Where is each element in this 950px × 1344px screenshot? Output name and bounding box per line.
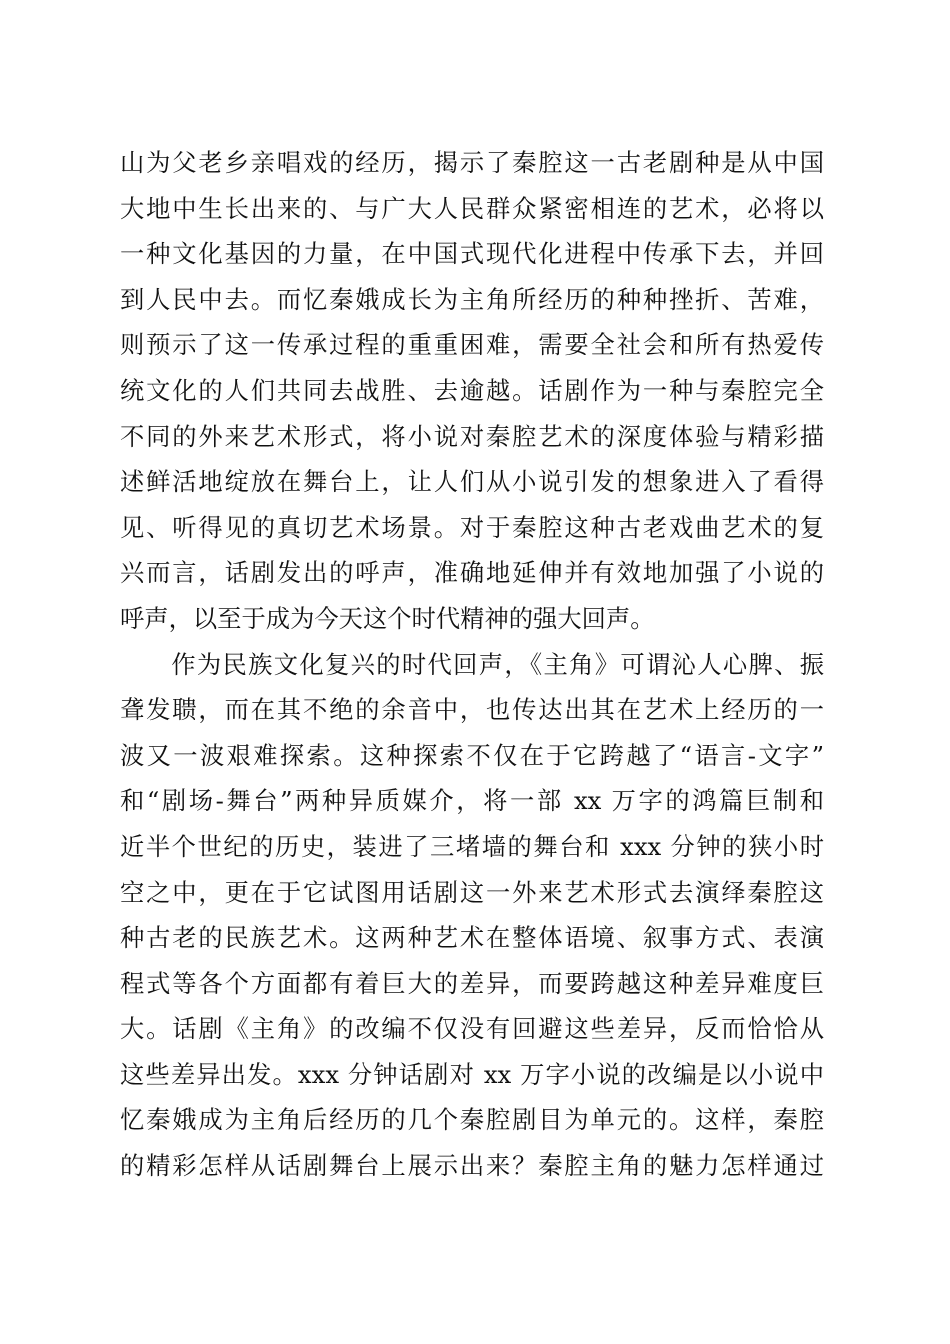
text-line: 作为民族文化复兴的时代回声，《主角》可谓沁人心脾、振 xyxy=(120,649,824,679)
text-line: 种古老的民族艺术。这两种艺术在整体语境、叙事方式、表演 xyxy=(120,923,824,953)
text-line: 这些差异出发。xxx 分钟话剧对 xx 万字小说的改编是以小说中 xyxy=(120,1059,824,1089)
text-line: 则预示了这一传承过程的重重困难，需要全社会和所有热爱传 xyxy=(120,330,824,360)
text-line: 一种文化基因的力量，在中国式现代化进程中传承下去，并回 xyxy=(120,239,824,269)
text-line: 和“剧场-舞台”两种异质媒介，将一部 xx 万字的鸿篇巨制和 xyxy=(120,786,824,816)
text-line: 空之中，更在于它试图用话剧这一外来艺术形式去演绎秦腔这 xyxy=(120,877,824,907)
text-line: 大地中生长出来的、与广大人民群众紧密相连的艺术，必将以 xyxy=(120,193,824,223)
text-line: 见、听得见的真切艺术场景。对于秦腔这种古老戏曲艺术的复 xyxy=(120,512,824,542)
text-line: 聋发聩，而在其不绝的余音中，也传达出其在艺术上经历的一 xyxy=(120,695,824,725)
text-line: 到人民中去。而忆秦娥成长为主角所经历的种种挫折、苦难， xyxy=(120,284,824,314)
text-line: 统文化的人们共同去战胜、去逾越。话剧作为一种与秦腔完全 xyxy=(120,375,824,405)
text-line: 忆秦娥成为主角后经历的几个秦腔剧目为单元的。这样，秦腔 xyxy=(120,1105,824,1135)
text-line: 兴而言，话剧发出的呼声，准确地延伸并有效地加强了小说的 xyxy=(120,558,824,588)
text-line: 近半个世纪的历史，装进了三堵墙的舞台和 xxx 分钟的狭小时 xyxy=(120,831,824,861)
text-line: 不同的外来艺术形式，将小说对秦腔艺术的深度体验与精彩描 xyxy=(120,421,824,451)
text-line: 程式等各个方面都有着巨大的差异，而要跨越这种差异难度巨 xyxy=(120,968,824,998)
body-text xyxy=(120,140,824,1189)
text-line: 述鲜活地绽放在舞台上，让人们从小说引发的想象进入了看得 xyxy=(120,467,824,497)
text-line: 大。话剧《主角》的改编不仅没有回避这些差异，反而恰恰从 xyxy=(120,1014,824,1044)
text-line: 波又一波艰难探索。这种探索不仅在于它跨越了“语言-文字” xyxy=(120,740,824,770)
text-line: 呼声，以至于成为今天这个时代精神的强大回声。 xyxy=(120,603,655,633)
text-line: 的精彩怎样从话剧舞台上展示出来？秦腔主角的魅力怎样通过 xyxy=(120,1151,824,1181)
text-line: 山为父老乡亲唱戏的经历，揭示了秦腔这一古老剧种是从中国 xyxy=(120,148,824,177)
